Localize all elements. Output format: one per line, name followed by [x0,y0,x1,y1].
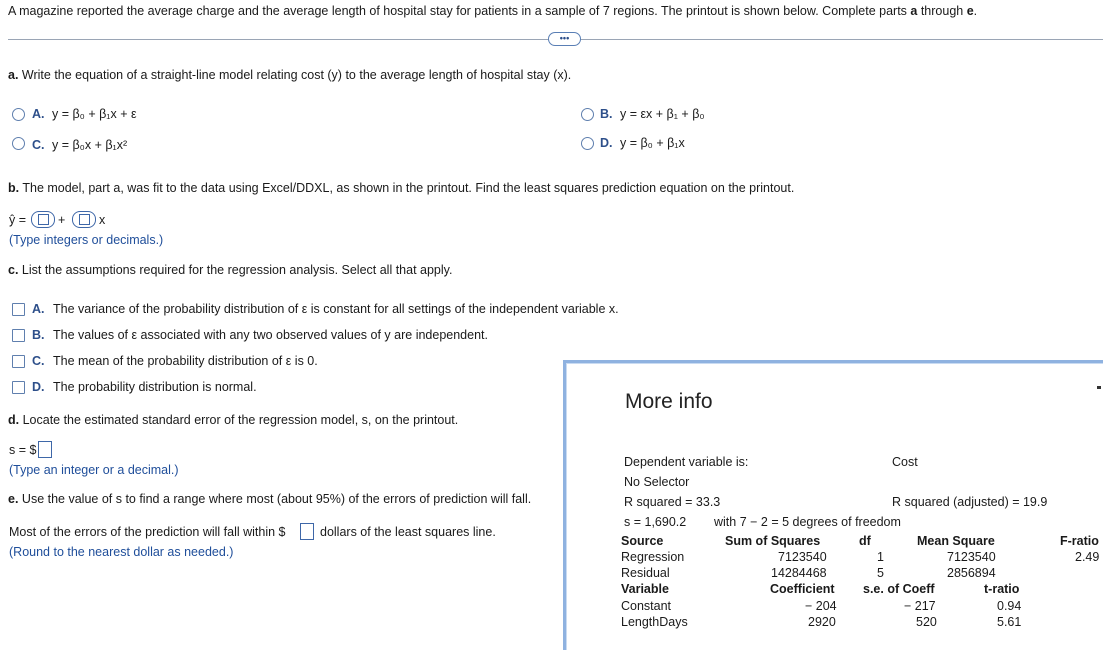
coef-row-label: LengthDays [621,615,688,629]
expand-button[interactable]: ••• [548,32,581,46]
r-squared-adjusted: R squared (adjusted) = 19.9 [892,495,1048,509]
x-variable: x [99,213,106,227]
option-a[interactable]: A. y = β₀ + β₁x + ε [32,107,137,121]
s-input[interactable] [38,441,52,458]
anova-cell: 14284468 [771,566,827,580]
anova-cell: 7123540 [947,550,996,564]
part-e-sentence-start: Most of the errors of the prediction will fall within $ [9,525,286,539]
part-a-question: a. Write the equation of a straight-line model relating cost (y) to the average length of hospital stay (x). [8,68,572,82]
option-d[interactable]: D. y = β₀ + β₁x [600,136,685,150]
coef-cell: 2920 [808,615,836,629]
problem-intro: A magazine reported the average charge and the average length of hospital stay for patients in a sample of 7 regions. The printout is shown below. Complete parts a through e. [8,4,978,18]
degrees-of-freedom: with 7 − 2 = 5 degrees of freedom [714,515,901,529]
range-input[interactable] [300,523,314,540]
anova-header-f: F-ratio [1060,534,1099,548]
coef-header-se: s.e. of Coeff [863,582,935,596]
part-e-hint: (Round to the nearest dollar as needed.) [9,545,234,559]
no-selector: No Selector [624,475,690,489]
part-d-hint: (Type an integer or a decimal.) [9,463,179,477]
coef-cell: 520 [916,615,937,629]
option-a-radio[interactable] [12,108,25,121]
coef-header-t: t-ratio [984,582,1020,596]
anova-cell: 1 [877,550,884,564]
anova-header-ss: Sum of Squares [725,534,821,548]
option-b[interactable]: B. y = εx + β₁ + β₀ [600,107,705,121]
r-squared: R squared = 33.3 [624,495,721,509]
coef-cell: − 204 [805,599,837,613]
assumption-a[interactable]: A. The variance of the probability distribution of ε is constant for all settings of the independent variable x. [32,302,619,316]
anova-row-label: Regression [621,550,685,564]
anova-cell: 2856894 [947,566,996,580]
part-b-question: b. The model, part a, was fit to the data using Excel/DDXL, as shown in the printout. Find the least squares prediction equation on the printout. [8,181,795,195]
anova-cell: 5 [877,566,884,580]
assumption-d[interactable]: D. The probability distribution is normal. [32,380,257,394]
coef-cell: − 217 [904,599,936,613]
anova-row-label: Residual [621,566,670,580]
part-e-sentence-end: dollars of the least squares line. [320,525,496,539]
anova-cell: 7123540 [778,550,827,564]
slope-input[interactable] [72,211,96,228]
assumption-b[interactable]: B. The values of ε associated with any two observed values of y are independent. [32,328,488,342]
more-info-title: More info [625,390,713,413]
s-value: s = 1,690.2 [624,515,687,529]
option-c-radio[interactable] [12,137,25,150]
assumption-c-checkbox[interactable] [12,355,25,368]
dependent-variable-label: Dependent variable is: [624,455,749,469]
part-c-question: c. List the assumptions required for the regression analysis. Select all that apply. [8,263,453,277]
anova-cell: 2.49 [1075,550,1100,564]
option-c[interactable]: C. y = β₀x + β₁x² [32,138,128,152]
coef-row-label: Constant [621,599,672,613]
coef-cell: 0.94 [997,599,1022,613]
assumption-a-checkbox[interactable] [12,303,25,316]
option-d-radio[interactable] [581,137,594,150]
option-b-radio[interactable] [581,108,594,121]
plus-sign: + [58,213,66,227]
s-label: s = $ [9,443,37,457]
close-icon[interactable] [1097,386,1101,389]
assumption-b-checkbox[interactable] [12,329,25,342]
dependent-variable-value: Cost [892,455,918,469]
assumption-c[interactable]: C. The mean of the probability distribution of ε is 0. [32,354,318,368]
anova-header-source: Source [621,534,664,548]
coef-header-variable: Variable [621,582,669,596]
coef-header-coefficient: Coefficient [770,582,835,596]
assumption-d-checkbox[interactable] [12,381,25,394]
intercept-input[interactable] [31,211,55,228]
anova-header-ms: Mean Square [917,534,995,548]
part-d-question: d. Locate the estimated standard error of the regression model, s, on the printout. [8,413,459,427]
part-b-hint: (Type integers or decimals.) [9,233,164,247]
part-e-question: e. Use the value of s to find a range where most (about 95%) of the errors of prediction will fall. [8,492,532,506]
anova-header-df: df [859,534,871,548]
yhat-label: ŷ = [9,213,27,227]
coef-cell: 5.61 [997,615,1022,629]
